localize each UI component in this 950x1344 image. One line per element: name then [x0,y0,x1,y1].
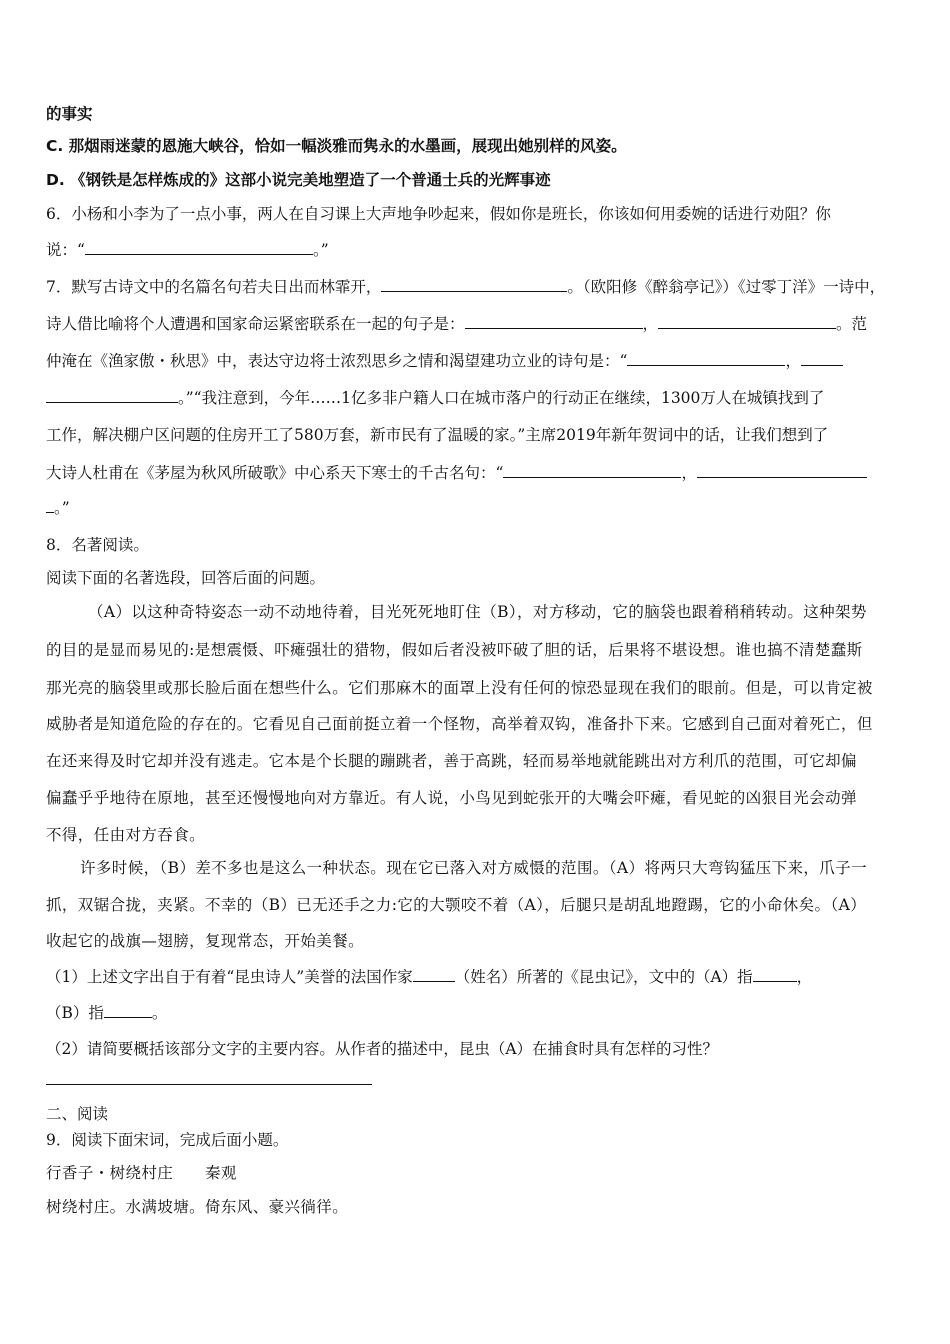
section-divider [46,1084,372,1085]
passage-line: 收起它的战旗—翅膀，复现常态，开始美餐。 [46,932,365,950]
subquestion-1-cont [46,1003,912,1023]
passage-line: 抓，双锯合拢，夹紧。不幸的（B）已无还手之力:它的大颚咬不着（A），后腿只是胡乱地蹬踢，它的小命休矣。（A） [46,896,867,914]
question-7-line-5: 工作，解决棚户区问题的住房开工了580万套，新市民有了温暖的家。”主席2019年新年贺词中的话，让我们想到了 [46,426,829,444]
q7-text-g: 大诗人杜甫在《茅屋为秋风所破歌》中心系天下寒士的千古名句：“ [46,464,504,482]
passage-line: 威胁者是知道危险的存在的。它看见自己面前挺立着一个怪物，高举着双钩，准备扑下来。它感到自己面对着死亡，但 [46,715,873,733]
q6-suffix: 。” [312,241,329,259]
question-8-intro: 阅读下面的名著选段，回答后面的问题。 [46,569,326,587]
q7-comma: ， [642,315,659,333]
q7-text-h: 。” [54,499,70,517]
question-7-line-4 [46,388,912,408]
passage-line: 偏蠢乎乎地待在原地，甚至还慢慢地向对方靠近。有人说，小鸟见到蛇张开的大嘴会吓瘫，看见蛇的凶狠目光会动弹 [46,789,857,807]
option-c-text: 那烟雨迷蒙的恩施大峡谷，恰如一幅淡雅而隽永的水墨画，展现出她别样的风姿。 [68,136,627,155]
sq1-text-d: （B）指 [46,1004,104,1022]
option-d-label: D. [46,171,65,189]
subquestion-2: （2）请简要概括该部分文字的主要内容。从作者的描述中，昆虫（A）在捕食时具有怎样的习性？ [46,1040,719,1058]
option-c-label: C. [46,137,64,155]
passage-line: （A）以这种奇特姿态一动不动地待着，目光死死地盯住（B），对方移动，它的脑袋也跟着稍稍转动。这种架势 [88,603,867,621]
option-d [46,170,912,190]
question-9: 9．阅读下面宋词，完成后面小题。 [46,1131,289,1149]
answer-blank[interactable] [85,240,313,255]
question-7-line-3 [46,351,912,371]
question-6-line-1: 6．小杨和小李为了一点小事，两人在自习课上大声地争吵起来，假如你是班长，你该如何用委婉的话进行劝阻？你 [46,205,831,223]
answer-blank[interactable] [413,967,455,982]
sq1-text-a: （1）上述文字出自于有着“昆虫诗人”美誉的法国作家 [46,968,413,986]
q7-text-c: 诗人借比喻将个人遭遇和国家命运紧密联系在一起的句子是： [46,315,465,333]
q7-text-d: 。范 [836,315,868,333]
answer-blank[interactable] [46,498,54,513]
option-c [46,136,912,156]
passage-line: 的目的是显而易见的:是想震慑、吓瘫强壮的猎物，假如后者没被吓破了胆的话，后果将不堪设想。谁也搞不清楚蠢斯 [46,641,863,659]
q7-text-a: 7．默写古诗文中的名篇名句若夫日出而林霏开， [46,278,382,296]
answer-blank[interactable] [627,351,785,366]
question-7-line-1 [46,277,912,297]
q7-text-e: 仲淹在《渔家傲・秋思》中，表达守边将士浓烈思乡之情和渴望建功立业的诗句是：“ [46,352,628,370]
answer-blank[interactable] [503,463,681,478]
answer-blank[interactable] [658,314,836,329]
answer-blank[interactable] [753,967,797,982]
answer-blank[interactable] [46,388,178,403]
answer-blank[interactable] [104,1003,152,1018]
q7-text-b: 。（欧阳修《醉翁亭记》）《过零丁洋》一诗中， [567,278,886,296]
option-d-text: 《钢铁是怎样炼成的》这部小说完美地塑造了一个普通士兵的光辉事迹 [70,170,551,189]
poem-line: 树绕村庄。水满坡塘。倚东风、豪兴徜徉。 [46,1198,349,1216]
q7-comma: ， [785,352,801,370]
q6-prefix: 说：“ [46,241,85,259]
poem-title: 行香子・树绕村庄 秦观 [46,1164,237,1182]
answer-blank[interactable] [801,351,843,366]
section-2-heading: 二、阅读 [46,1105,109,1123]
passage-line: 那光亮的脑袋里或那长脸后面在想些什么。它们那麻木的面罩上没有任何的惊恐显现在我们的眼前。但是，可以肯定被 [46,679,873,697]
question-8-title: 8．名著阅读。 [46,536,149,554]
subquestion-1 [46,967,912,987]
sq1-text-e: 。 [151,1004,168,1022]
answer-blank[interactable] [697,463,867,478]
question-7-line-6 [46,463,912,483]
question-6-line-2 [46,240,912,260]
question-7-line-7 [46,498,912,518]
passage-line: 在还来得及时它却并没有逃走。它本是个长腿的蹦跳者，善于高跳，轻而易举地就能跳出对方利爪的范围，可它却偏 [46,752,857,770]
line-fact: 的事实 [46,104,93,123]
sq1-text-c: ， [796,968,813,986]
question-7-line-2 [46,314,912,334]
sq1-text-b: （姓名）所著的《昆虫记》，文中的（A）指 [454,968,753,986]
q7-comma: ， [681,464,697,482]
passage-line: 不得，任由对方吞食。 [46,826,206,844]
passage-line: 许多时候，（B）差不多也是这么一种状态。现在它已落入对方威慑的范围。（A）将两只大弯钩猛压下来，爪子一 [80,859,867,877]
answer-blank[interactable] [465,314,643,329]
q7-text-f: 。”“我注意到，今年……1亿多非户籍人口在城市落户的行动正在继续，1300万人在城镇找到了 [178,389,825,407]
answer-blank[interactable] [381,277,567,292]
